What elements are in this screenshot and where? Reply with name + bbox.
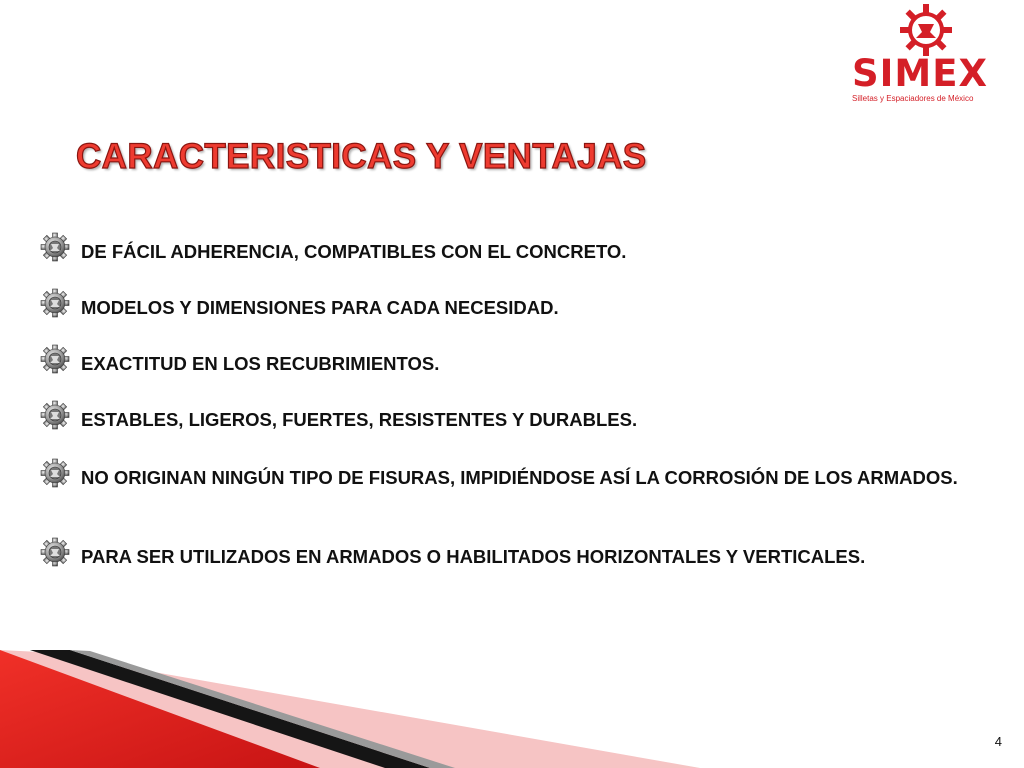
list-item-text: MODELOS Y DIMENSIONES PARA CADA NECESIDAD. [81,297,559,318]
list-item-text: PARA SER UTILIZADOS EN ARMADOS O HABILITADOS HORIZONTALES Y VERTICALES. [81,546,866,567]
gear-icon [40,288,70,318]
simex-logo [846,0,1024,110]
gear-icon [40,232,70,262]
logo-wordmark: SIMEX [852,52,989,95]
logo-gear-icon [898,2,954,58]
logo-tagline: Silletas y Espaciadores de México [852,94,974,103]
list-item-text: ESTABLES, LIGEROS, FUERTES, RESISTENTES Y DURABLES. [81,409,638,430]
page-number: 4 [994,734,1002,749]
gear-icon [40,458,70,488]
list-item-text: DE FÁCIL ADHERENCIA, COMPATIBLES CON EL CONCRETO. [81,241,627,262]
list-item-text: NO ORIGINAN NINGÚN TIPO DE FISURAS, IMPIDIÉNDOSE ASÍ LA CORROSIÓN DE LOS ARMADOS. [81,467,958,488]
gear-icon [40,400,70,430]
list-item-text: EXACTITUD EN LOS RECUBRIMIENTOS. [81,353,440,374]
slide-title: CARACTERISTICAS Y VENTAJAS [76,137,647,176]
gear-icon [40,537,70,567]
gear-icon [40,344,70,374]
